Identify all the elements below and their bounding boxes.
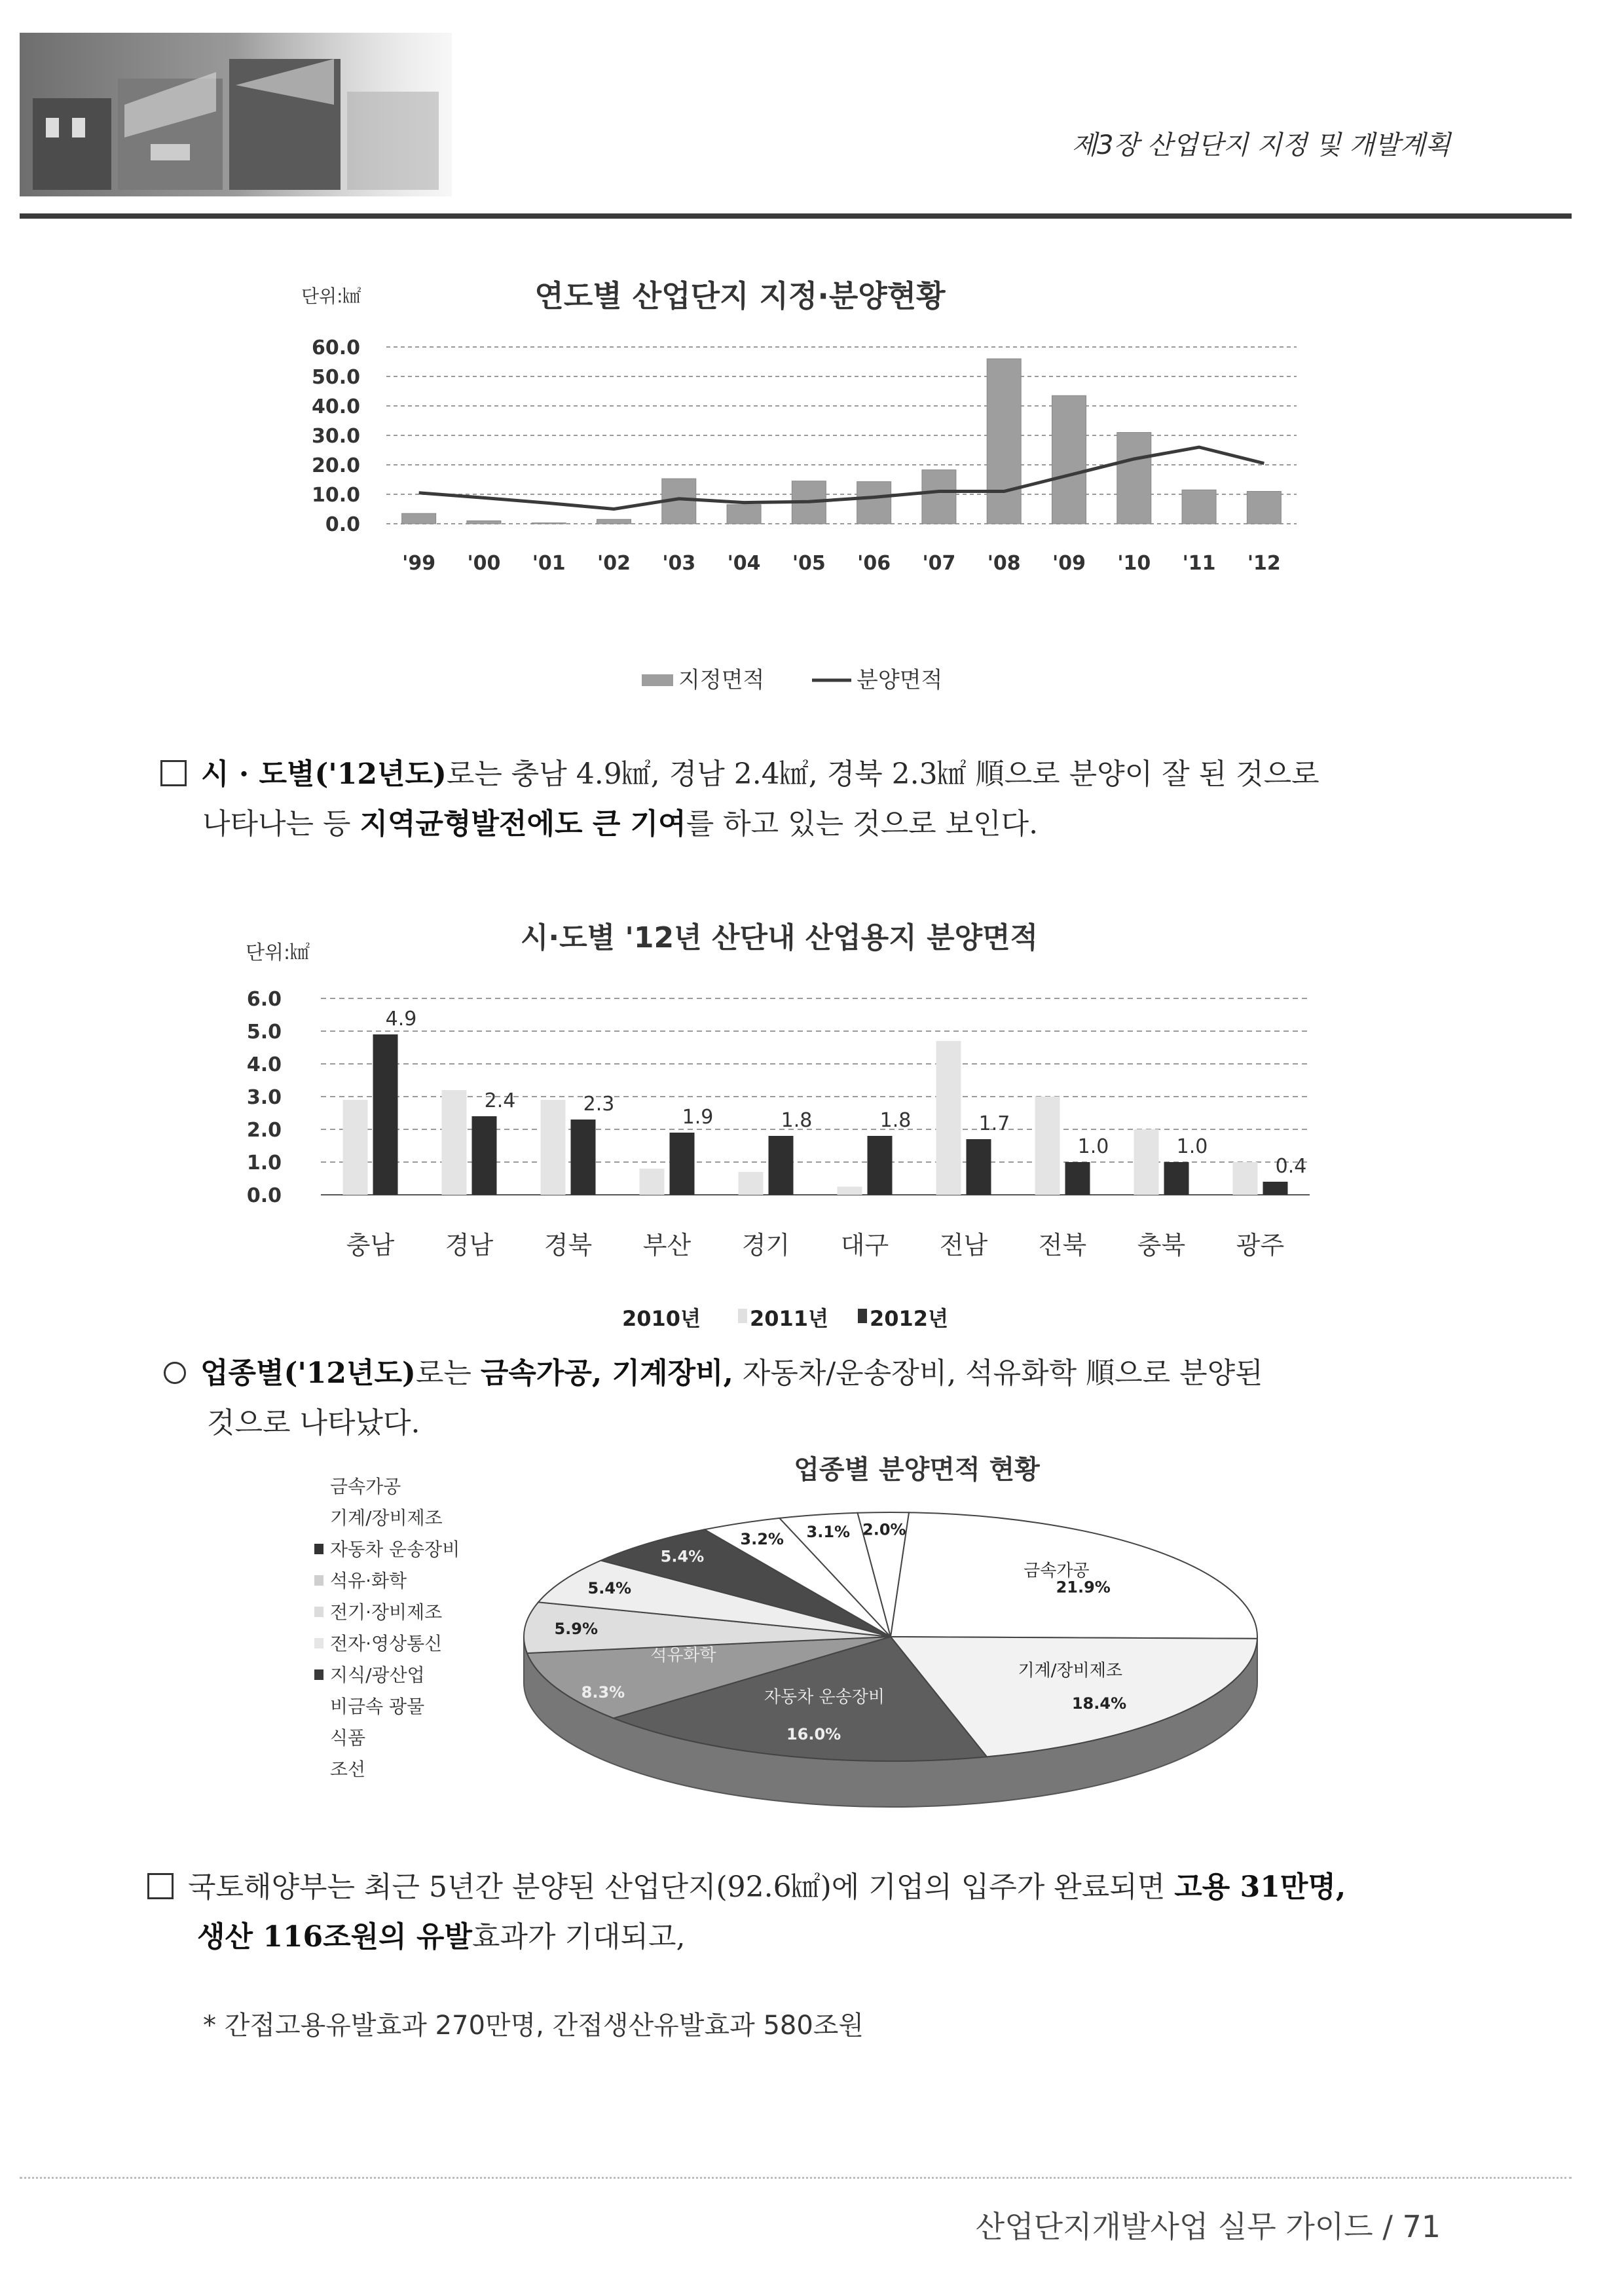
p2-text-c: 것으로 나타났다. [207,1406,420,1440]
chart2-data-label: 4.9 [385,1008,417,1030]
p2-bold-industry: 업종별('12년도) [200,1357,416,1390]
chart2-y-axis [247,988,282,1207]
pie-slice-value: 5.4% [587,1578,632,1597]
legend-swatch-2012 [858,1309,867,1323]
chart2-bar-2012 [670,1133,695,1195]
p2-text-b: 자동차/운송장비, 석유화학 順으로 분양된 [733,1357,1263,1390]
chart2-unit: 단위:㎢ [246,941,310,964]
chart2-bar-2011 [1035,1097,1060,1195]
pie-slice-value: 8.3% [581,1683,625,1702]
chart2-data-label: 1.9 [682,1106,714,1129]
chart2-x-tick: 전북 [1038,1231,1087,1260]
chart2-bar-2011 [343,1100,368,1195]
chart2-bar-2011 [838,1187,862,1195]
chart2-bar-2011 [936,1041,961,1195]
chart1-bar [857,482,891,524]
chart2-title: 시·도별 '12년 산단내 산업용지 분양면적 [520,921,1039,955]
chart1-unit: 단위:㎢ [301,285,361,307]
chart1-bar [922,470,956,524]
header-photo [20,33,452,196]
chart1-bar [467,521,501,524]
chart1-x-tick: '07 [922,552,956,575]
chart2-data-label: 1.8 [781,1109,813,1132]
chart1-legend [642,667,942,693]
p3-text-b: 효과가 기대되고, [472,1920,686,1954]
chart1-x-tick: '10 [1117,552,1151,575]
chart2-bar-2011 [541,1100,566,1195]
chart1-y-tick: 40.0 [311,395,360,418]
pie-legend-swatch [314,1669,323,1680]
chart2-data-label: 0.4 [1275,1155,1307,1178]
industry-pie-chart [314,1447,1336,1840]
chart2-x-tick: 전남 [939,1231,988,1260]
pie-legend-label: 전기·장비제조 [330,1601,443,1623]
pie-slice-value: 5.9% [554,1619,599,1638]
chart1-x-tick: '01 [532,552,566,575]
chart1-y-tick: 0.0 [325,513,360,536]
chart2-bar-2011 [739,1172,764,1195]
chart2-data-label: 1.0 [1176,1135,1208,1158]
chart2-x-tick: 충남 [346,1231,395,1260]
chart2-x-tick: 경북 [544,1231,593,1260]
chart2-y-tick: 6.0 [246,988,282,1011]
chart1-y-tick: 30.0 [311,425,360,448]
pie-legend-swatch [314,1544,323,1554]
pie-slice-label: 석유화학 [650,1645,716,1666]
chart2-data-label: 1.0 [1077,1135,1109,1158]
checkbox-bullet-icon [160,760,187,786]
pie-slice-value: 16.0% [786,1724,841,1743]
chart2-bar-2012 [373,1034,398,1195]
chart2-y-tick: 1.0 [246,1152,282,1175]
legend-swatch-bar [642,674,673,686]
pie-legend-swatch [314,1575,323,1586]
legend-2010: 2010년 [622,1306,701,1331]
checkbox-bullet-icon [147,1873,174,1899]
chart1-title: 연도별 산업단지 지정·분양현황 [534,278,946,314]
chart1-y-tick: 20.0 [311,454,360,477]
paragraph-region [160,750,1464,849]
pie-slice-label: 금속가공 [1024,1561,1090,1581]
chart2-x-tick: 경기 [741,1231,790,1260]
footnote: * 간접고용유발효과 270만명, 간접생산유발효과 580조원 [203,2011,864,2041]
p3-text-a: 국토해양부는 최근 5년간 분양된 산업단지(92.6㎢)에 기업의 입주가 완료되면 [188,1870,1175,1904]
legend-2012: 2012년 [870,1306,948,1331]
chart2-bar-2012 [1164,1162,1189,1195]
pie-slice-value: 3.2% [740,1529,784,1548]
chart1-bar [1117,433,1151,524]
pie-slice-value: 5.4% [660,1547,705,1566]
footer-rule [20,2177,1572,2179]
header-rule [20,213,1572,219]
chart2-x-tick: 부산 [642,1231,692,1260]
p3-bold-production: 생산 116조원의 유발 [197,1920,473,1954]
legend-2011: 2011년 [750,1306,828,1331]
chart1-bar [597,519,631,524]
chart1-x-tick: '05 [792,552,826,575]
chart1-bar [1247,492,1281,524]
legend-swatch-2011 [738,1309,747,1323]
paragraph-employment [147,1863,1470,1962]
chart3-title: 업종별 분양면적 현황 [794,1455,1040,1485]
chart1-x-tick: '08 [987,552,1021,575]
p1-text-c: 를 하고 있는 것으로 보인다. [686,807,1039,841]
chart2-x-tick: 충북 [1137,1231,1186,1260]
pie-legend-label: 지식/광산업 [330,1664,425,1686]
paragraph-industry [164,1349,1467,1448]
pie-legend-label: 조선 [330,1758,366,1780]
pie-legend-label: 석유·화학 [330,1570,407,1592]
chart1-x-tick: '11 [1182,552,1216,575]
chart1-bar [987,359,1021,524]
pie-slice-value: 21.9% [1056,1578,1111,1597]
chart1-bar [1182,490,1216,524]
p1-bold-balance: 지역균형발전에도 큰 기여 [360,807,686,841]
chart1-x-axis [402,552,1281,575]
yearly-designation-chart [288,262,1336,720]
chart1-y-tick: 50.0 [311,366,360,389]
p2-bold-metal: 금속가공, 기계장비, [480,1357,733,1390]
pie-legend-label: 기계/장비제조 [330,1507,443,1529]
chart1-x-tick: '12 [1247,552,1281,575]
chart3-legend [314,1476,460,1780]
chart1-bar [532,523,566,524]
legend-label-sales: 분양면적 [857,667,943,693]
chart2-bar-2011 [1233,1162,1258,1195]
pie-slice-label: 기계/장비제조 [1018,1661,1123,1681]
pie-slice-value: 3.1% [806,1522,851,1541]
pie-slice-label: 자동차 운송장비 [764,1687,885,1707]
chart2-bar-2012 [967,1139,991,1195]
chart2-y-tick: 0.0 [246,1184,282,1207]
chart2-data-label: 1.8 [879,1109,912,1132]
chart1-x-tick: '04 [727,552,761,575]
chart1-bar [1052,395,1086,524]
pie-legend-label: 전자·영상통신 [330,1633,443,1654]
p1-text-a: 로는 충남 4.9㎢, 경남 2.4㎢, 경북 2.3㎢ 順으로 분양이 잘 된 것으로 [446,757,1320,791]
chart2-x-axis [346,1231,1284,1260]
chart2-bar-2011 [640,1169,665,1195]
p1-text-b: 나타나는 등 [202,807,360,841]
chart1-x-tick: '03 [662,552,696,575]
chart3-pie [524,1512,1257,1807]
chart2-data-label: 2.3 [583,1093,615,1116]
circle-bullet-icon [164,1362,186,1384]
chart2-bar-2011 [1134,1129,1159,1195]
chart2-bar-2012 [769,1136,794,1195]
chart2-y-tick: 2.0 [246,1119,282,1142]
pie-legend-label: 자동차 운송장비 [330,1539,460,1560]
chart1-x-tick: '09 [1052,552,1086,575]
chart1-y-tick: 10.0 [311,484,360,507]
pie-legend-label: 식품 [330,1727,366,1749]
p3-bold-employment: 고용 31만명, [1174,1870,1346,1904]
chart2-x-tick: 경남 [445,1231,494,1260]
chart2-y-tick: 3.0 [246,1086,282,1109]
chart2-data-label: 2.4 [484,1089,516,1112]
chart2-bar-2011 [442,1090,467,1195]
p2-text-a: 로는 [415,1357,481,1390]
chart2-x-tick: 광주 [1236,1231,1285,1260]
pie-slice-value: 2.0% [862,1520,906,1539]
chapter-title: 제3장 산업단지 지정 및 개발계획 [1071,130,1450,160]
chart2-data-labels [386,1008,1307,1178]
chart2-x-tick: 대구 [840,1231,889,1260]
chart2-y-tick: 4.0 [246,1053,282,1076]
chart2-bars [343,1034,1288,1195]
chart2-bar-2012 [868,1136,893,1195]
pie-legend-swatch [314,1607,323,1617]
chart1-y-tick: 60.0 [311,337,360,359]
chart1-bar [402,513,436,524]
chart2-bar-2012 [472,1116,497,1195]
footer-text: 산업단지개발사업 실무 가이드 / 71 [975,2209,1441,2244]
chart2-data-label: 1.7 [978,1112,1010,1135]
chart1-x-tick: '99 [402,552,436,575]
chart2-legend [622,1306,948,1331]
chart1-y-axis [312,337,360,536]
chart1-bar [727,505,761,524]
chart1-x-tick: '02 [597,552,631,575]
legend-label-designation: 지정면적 [678,667,765,693]
chart1-x-tick: '00 [467,552,501,575]
chart1-grid [386,347,1297,524]
pie-legend-swatch [314,1638,323,1649]
chart2-bar-2012 [571,1120,596,1195]
chart2-bar-2012 [1263,1182,1288,1195]
regional-sales-chart [236,907,1336,1339]
pie-legend-label: 금속가공 [330,1476,401,1497]
chart1-x-tick: '06 [857,552,891,575]
pie-legend-label: 비금속 광물 [330,1696,425,1717]
pie-slice-value: 18.4% [1071,1694,1127,1713]
chart2-grid [321,998,1310,1195]
p1-bold-region: 시 · 도별('12년도) [201,757,447,791]
chart2-y-tick: 5.0 [246,1021,282,1044]
chart2-bar-2012 [1065,1162,1090,1195]
